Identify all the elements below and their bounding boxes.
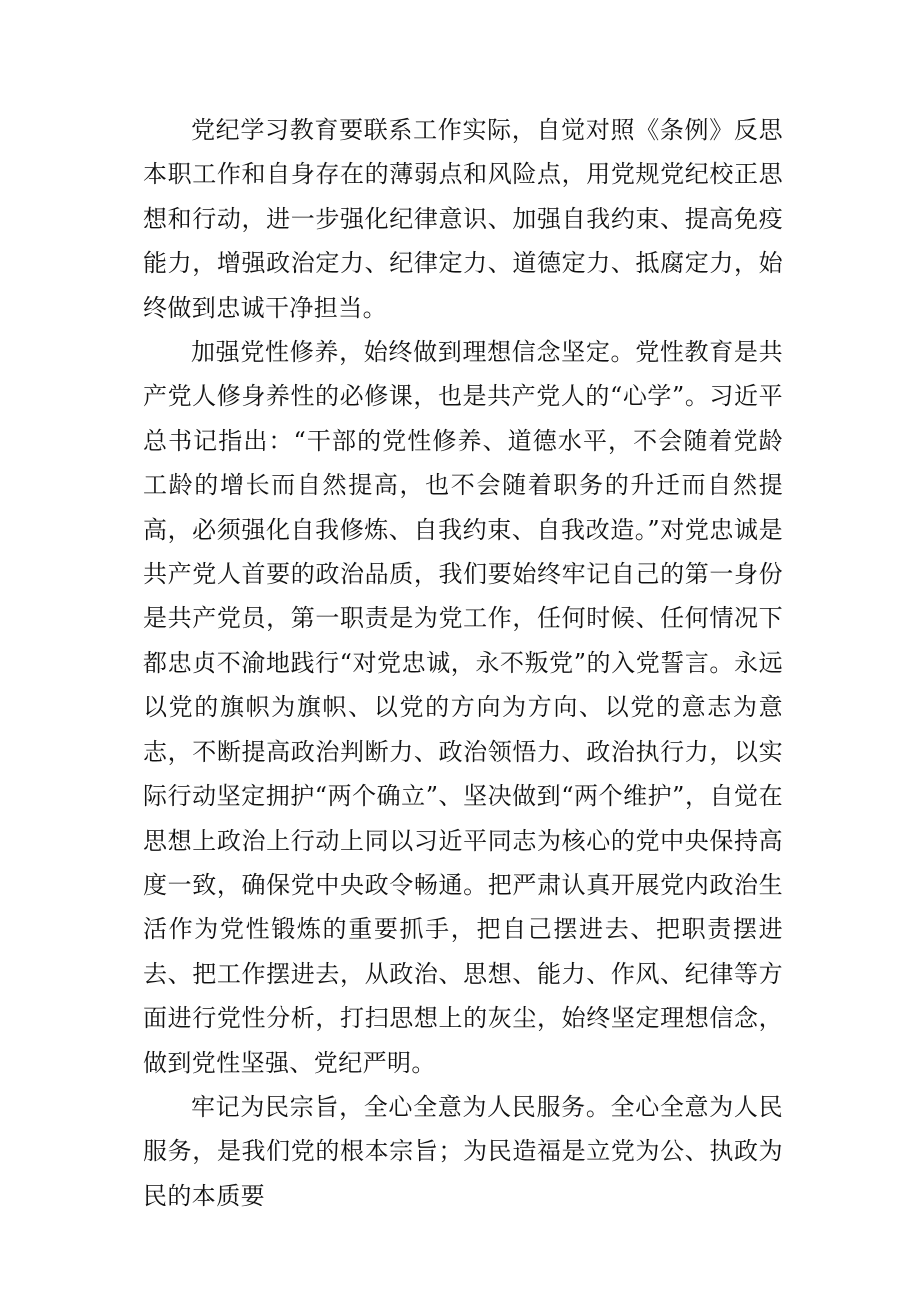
paragraph-2: 加强党性修养，始终做到理想信念坚定。党性教育是共产党人修身养性的必修课，也是共产党人的“心学”。习近平总书记指出：“干部的党性修养、道德水平，不会随着党龄工龄的增长而自然提高，也不会随着职务的升迁而自然提高，必须强化自我修炼、自我约束、自我改造。”对党忠诚是共产党人首要的政治品质，我们要始终牢记自己的第一身份是共产党员，第一职责是为党工作，任何时候、任何情况下都忠贞不渝地践行“对党忠诚，永不叛党”的入党誓言。永远以党的旗帜为旗帜、以党的方向为方向、以党的意志为意志，不断提高政治判断力、政治领悟力、政治执行力，以实际行动坚定拥护“两个确立”、坚决做到“两个维护”，自觉在思想上政治上行动上同以习近平同志为核心的党中央保持高度一致，确保党中央政令畅通。把严肃认真开展党内政治生活作为党性锻炼的重要抓手，把自己摆进去、把职责摆进去、把工作摆进去，从政治、思想、能力、作风、纪律等方面进行党性分析，打扫思想上的灰尘，始终坚定理想信念，做到党性坚强、党纪严明。 — [143, 338, 783, 1077]
document-body — [143, 108, 783, 1218]
paragraph-3: 牢记为民宗旨，全心全意为人民服务。全心全意为人民服务，是我们党的根本宗旨；为民造福是立党为公、执政为民的本质要 — [143, 1092, 783, 1210]
paragraph-1: 党纪学习教育要联系工作实际，自觉对照《条例》反思本职工作和自身存在的薄弱点和风险点，用党规党纪校正思想和行动，进一步强化纪律意识、加强自我约束、提高免疫能力，增强政治定力、纪律定力、道德定力、抵腐定力，始终做到忠诚干净担当。 — [143, 116, 783, 322]
